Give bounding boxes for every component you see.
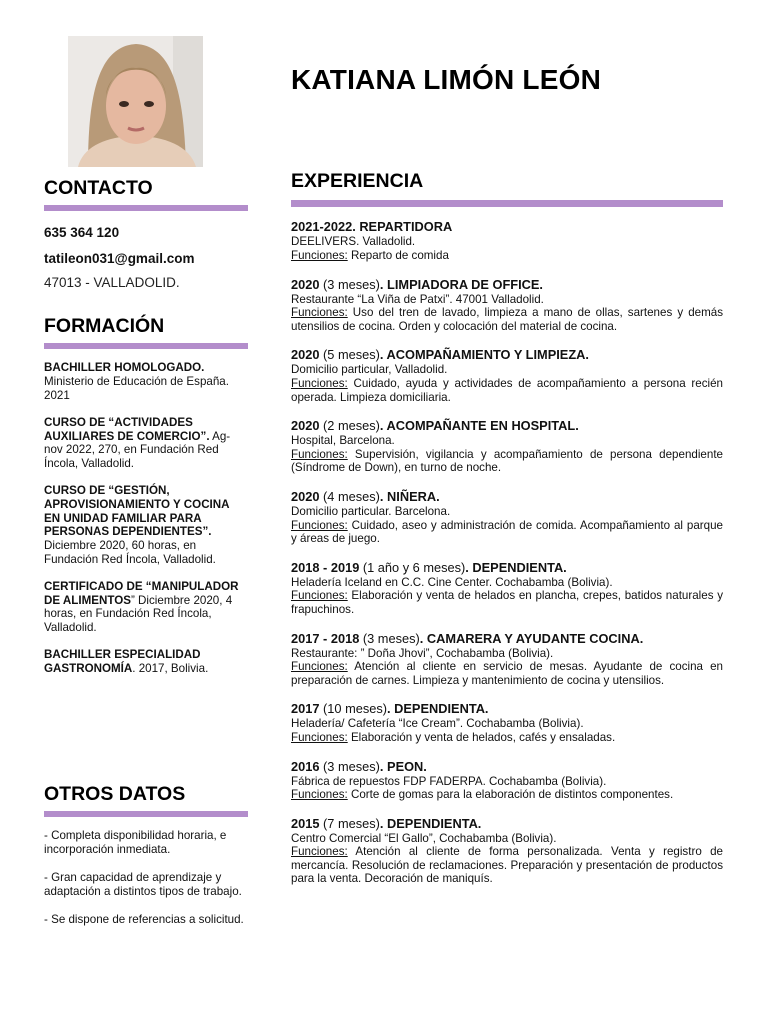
job-place: Centro Comercial “El Gallo”, Cochabamba (Bolivia). bbox=[291, 831, 557, 845]
education-item-detail: ” Diciembre 2020, 4 horas, en Fundación Red Íncola, Valladolid. bbox=[44, 593, 233, 635]
job-header bbox=[291, 631, 723, 647]
job-duration: (7 meses) bbox=[323, 815, 380, 831]
job-header bbox=[291, 219, 723, 235]
other-info-list bbox=[44, 829, 248, 927]
job-functions-text: Elaboración y venta de helados, cafés y ensaladas. bbox=[347, 730, 616, 744]
education-item-detail: . 2017, Bolivia. bbox=[132, 661, 209, 675]
job-functions bbox=[291, 448, 723, 475]
job-entry bbox=[291, 277, 723, 334]
job-place: Restaurante “La Viña de Patxi”. 47001 Valladolid. bbox=[291, 292, 544, 306]
functions-label: Funciones: bbox=[291, 730, 348, 744]
candidate-name: KATIANA LIMÓN LEÓN bbox=[291, 64, 602, 95]
job-functions bbox=[291, 660, 723, 687]
education-list bbox=[44, 361, 248, 675]
other-info-section bbox=[44, 784, 248, 941]
job-entry bbox=[291, 759, 723, 802]
education-item bbox=[44, 648, 248, 676]
other-info-heading: OTROS DATOS bbox=[44, 783, 186, 805]
experience-list bbox=[291, 219, 723, 886]
job-functions bbox=[291, 306, 723, 333]
other-info-item: - Se dispone de referencias a solicitud. bbox=[44, 913, 244, 927]
functions-label: Funciones: bbox=[291, 249, 348, 263]
functions-label: Funciones: bbox=[291, 377, 348, 390]
job-functions bbox=[291, 731, 723, 745]
job-functions bbox=[291, 845, 723, 886]
job-year: 2020 bbox=[291, 347, 324, 363]
functions-label: Funciones: bbox=[291, 518, 348, 532]
education-item bbox=[44, 361, 248, 402]
other-info-item: - Completa disponibilidad horaria, e incorporación inmediata. bbox=[44, 829, 227, 857]
job-year: 2020 bbox=[291, 418, 324, 434]
job-functions-text: Atención al cliente en servicio de mesas. Ayudante de cocina en preparación de carnes. Limpieza y mantenimiento de cocina y utensilios. bbox=[291, 660, 723, 687]
job-title: REPARTIDORA bbox=[359, 219, 453, 235]
job-functions-text: Corte de gomas para la elaboración de distintos componentes. bbox=[347, 788, 674, 802]
job-place: Hospital, Barcelona. bbox=[291, 434, 395, 448]
education-item-title: BACHILLER ESPECIALIDAD GASTRONOMÍA bbox=[44, 647, 201, 675]
job-header bbox=[291, 701, 723, 717]
education-divider bbox=[44, 343, 248, 349]
job-year: 2017 - 2018 bbox=[291, 630, 363, 646]
city-address: 47013 - VALLADOLID. bbox=[44, 275, 180, 291]
job-entry bbox=[291, 219, 723, 262]
job-place: Fábrica de repuestos FDP FADERPA. Cochabamba (Bolivia). bbox=[291, 774, 607, 788]
job-header bbox=[291, 489, 723, 505]
job-title: . NIÑERA. bbox=[379, 488, 440, 504]
job-place: Domicilio particular. Barcelona. bbox=[291, 504, 451, 518]
job-functions-text: Cuidado, ayuda y actividades de acompañamiento a persona recién operada. Limpieza domiciliaria. bbox=[291, 377, 723, 404]
job-duration: (2 meses) bbox=[323, 418, 380, 434]
phone-number: 635 364 120 bbox=[44, 225, 120, 241]
job-place: DEELIVERS. Valladolid. bbox=[291, 235, 416, 249]
experience-section bbox=[291, 171, 723, 900]
functions-label: Funciones: bbox=[291, 660, 348, 674]
job-entry bbox=[291, 489, 723, 546]
job-functions-text: Supervisión, vigilancia y acompañamiento de persona dependiente (Síndrome de Down), en turno de noche. bbox=[291, 447, 723, 475]
education-item-title: BACHILLER HOMOLOGADO. bbox=[44, 361, 205, 375]
job-title: . PEON. bbox=[379, 758, 427, 774]
education-item-title: CURSO DE “GESTIÓN, APROVISIONAMIENTO Y COCINA EN UNIDAD FAMILIAR PARA PERSONAS DEPENDIENTES”. bbox=[44, 484, 230, 539]
other-info-item: - Gran capacidad de aprendizaje y adaptación a distintos tipos de trabajo. bbox=[44, 871, 242, 899]
job-year: 2020 bbox=[291, 276, 324, 292]
job-functions bbox=[291, 377, 723, 404]
contact-section bbox=[44, 178, 248, 291]
job-duration: (5 meses) bbox=[323, 347, 380, 363]
job-title: . LIMPIADORA DE OFFICE. bbox=[379, 276, 543, 292]
education-item-title: CERTIFICADO DE “MANIPULADOR DE ALIMENTOS bbox=[44, 579, 239, 607]
job-place: Heladería/ Cafetería “Ice Cream”. Cochabamba (Bolivia). bbox=[291, 717, 584, 731]
job-header bbox=[291, 816, 723, 832]
job-functions bbox=[291, 589, 723, 616]
job-entry bbox=[291, 816, 723, 886]
job-header bbox=[291, 418, 723, 434]
job-title: . CAMARERA Y AYUDANTE COCINA. bbox=[419, 630, 644, 646]
job-functions-text: Uso del tren de lavado, limpieza a mano de ollas, sartenes y demás utensilios de cocina. Orden y colocación del material de cocina. bbox=[291, 306, 723, 333]
job-entry bbox=[291, 631, 723, 688]
job-entry bbox=[291, 418, 723, 475]
functions-label: Funciones: bbox=[291, 788, 348, 802]
job-year: 2020 bbox=[291, 488, 324, 504]
job-place: Domicilio particular, Valladolid. bbox=[291, 363, 448, 377]
other-info-divider bbox=[44, 811, 248, 817]
education-item-detail: Diciembre 2020, 60 horas, en Fundación Red Íncola, Valladolid. bbox=[44, 539, 216, 566]
education-item-detail: Ag-nov 2022, 270, en Fundación Red Íncola, Valladolid. bbox=[44, 429, 231, 471]
email-address: tatileon031@gmail.com bbox=[44, 251, 195, 267]
job-title: . DEPENDIENTA. bbox=[387, 701, 489, 717]
job-functions bbox=[291, 519, 723, 546]
job-duration: (3 meses) bbox=[323, 276, 380, 292]
job-entry bbox=[291, 701, 723, 744]
job-header bbox=[291, 277, 723, 293]
job-functions bbox=[291, 788, 723, 802]
job-duration: (10 meses) bbox=[323, 701, 388, 717]
education-item-title: CURSO DE “ACTIVIDADES AUXILIARES DE COMERCIO”. bbox=[44, 415, 210, 443]
job-title: . DEPENDIENTA. bbox=[379, 815, 482, 831]
job-duration: (1 año y 6 meses) bbox=[362, 559, 466, 575]
job-functions-text: Cuidado, aseo y administración de comida. Acompañamiento al parque y áreas de juego. bbox=[291, 518, 723, 546]
education-section bbox=[44, 316, 248, 689]
job-title: . ACOMPAÑANTE EN HOSPITAL. bbox=[379, 418, 579, 434]
functions-label: Funciones: bbox=[291, 845, 348, 859]
job-year: 2015 bbox=[291, 815, 324, 831]
job-header bbox=[291, 759, 723, 775]
job-duration: (4 meses) bbox=[323, 488, 380, 504]
job-functions bbox=[291, 249, 723, 263]
job-year: 2018 - 2019 bbox=[291, 559, 363, 575]
job-title: . ACOMPAÑAMIENTO Y LIMPIEZA. bbox=[379, 347, 589, 363]
job-entry bbox=[291, 347, 723, 404]
job-year: 2017 bbox=[291, 701, 324, 717]
job-functions-text: Elaboración y venta de helados en plancha, crepes, batidos naturales y frapuchinos. bbox=[291, 589, 723, 616]
portrait-image bbox=[68, 36, 203, 167]
job-title: . DEPENDIENTA. bbox=[465, 559, 567, 575]
functions-label: Funciones: bbox=[291, 589, 348, 603]
contact-divider bbox=[44, 205, 248, 211]
functions-label: Funciones: bbox=[291, 447, 348, 461]
job-year: 2021-2022. bbox=[291, 219, 360, 235]
job-functions-text: Atención al cliente de forma personalizada. Venta y registro de mercancía. Resolución de reclamaciones. Preparación y presentación de productos para la venta. Decoración de maniquís. bbox=[291, 845, 723, 886]
education-item bbox=[44, 484, 248, 567]
job-year: 2016 bbox=[291, 758, 324, 774]
education-item bbox=[44, 580, 248, 635]
job-place: Restaurante: ” Doña Jhovi”, Cochabamba (Bolivia). bbox=[291, 646, 554, 660]
experience-divider bbox=[291, 200, 723, 207]
job-functions-text: Reparto de comida bbox=[347, 249, 449, 263]
functions-label: Funciones: bbox=[291, 306, 348, 320]
education-item bbox=[44, 416, 248, 471]
job-header bbox=[291, 560, 723, 576]
job-place: Heladería Iceland en C.C. Cine Center. Cochabamba (Bolivia). bbox=[291, 575, 613, 589]
contact-heading: CONTACTO bbox=[44, 177, 153, 199]
education-heading: FORMACIÓN bbox=[44, 315, 165, 337]
job-duration: (3 meses) bbox=[323, 758, 380, 774]
job-duration: (3 meses) bbox=[362, 630, 420, 646]
education-item-detail: Ministerio de Educación de España. 2021 bbox=[44, 375, 229, 403]
job-header bbox=[291, 347, 723, 363]
profile-photo bbox=[68, 36, 203, 167]
job-entry bbox=[291, 560, 723, 617]
experience-heading: EXPERIENCIA bbox=[291, 170, 424, 192]
